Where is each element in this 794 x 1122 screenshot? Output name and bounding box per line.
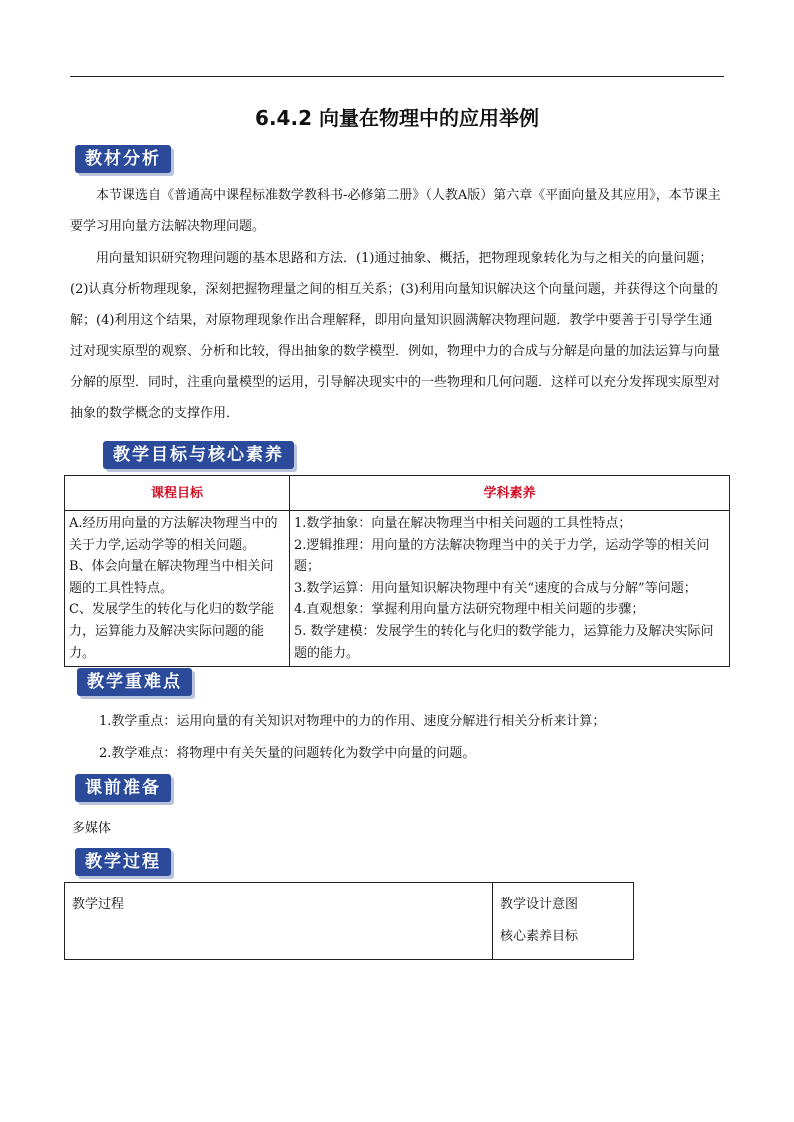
course-goal-a: A.经历用向量的方法解决物理当中的关于力学,运动学等的相关问题。 <box>69 516 278 553</box>
section-heading-goals: 教学目标与核心素养 <box>103 441 294 469</box>
literacy-item-5: 5. 数学建模：发展学生的转化与化归的数学能力，运算能力及解决实际问题的能力。 <box>294 623 714 661</box>
analysis-paragraph-1: 本节课选自《普通高中课程标准数学教科书-必修第二册》（人教A版）第六章《平面向量及其应用》，本节课主要学习用向量方法解决物理问题。 <box>70 188 721 234</box>
course-goal-b: B、体会向量在解决物理当中相关问题的工具性特点。 <box>69 559 274 596</box>
goals-literacy-cell <box>290 511 730 667</box>
goals-header-course: 课程目标 <box>65 476 290 511</box>
literacy-item-1: 1.数学抽象：向量在解决物理当中相关问题的工具性特点； <box>294 516 632 531</box>
literacy-item-2: 2.逻辑推理：用向量的方法解决物理当中的关于力学，运动学等的相关问题； <box>294 537 710 575</box>
section-heading-process: 教学过程 <box>75 848 171 876</box>
literacy-item-3: 3.数学运算：用向量知识解决物理中有关“速度的合成与分解”等问题； <box>294 580 697 596</box>
process-label: 教学过程 <box>72 897 125 912</box>
goals-header-literacy: 学科素养 <box>290 476 730 511</box>
section-heading-analysis: 教材分析 <box>75 145 171 173</box>
core-literacy-label: 核心素养目标 <box>500 929 579 944</box>
section-heading-difficulties: 教学重难点 <box>77 668 192 696</box>
page-title: 6.4.2 向量在物理中的应用举例 <box>255 106 539 130</box>
goals-table <box>64 475 730 667</box>
section-heading-preparation: 课前准备 <box>75 774 171 802</box>
process-left-cell <box>65 883 493 960</box>
header-rule <box>70 76 724 77</box>
process-right-cell <box>493 883 634 960</box>
literacy-item-4: 4.直观想象：掌握利用向量方法研究物理中相关问题的步骤； <box>294 602 645 618</box>
analysis-paragraph-2: 用向量知识研究物理问题的基本思路和方法．(1)通过抽象、概括，把物理现象转化为与之相关的向量问题；(2)认真分析物理现象，深刻把握物理量之间的相互关系；(3)利用向量知识解决这个向量问题，并获得这个向量的解；(4)利用这个结果，对原物理现象作出合理解释，即用向量知识圆满解决物理问题．教学中要善于引导学生通过对现实原型的观察、分析和比较，得出抽象的数学模型．例如，物理中力的合成与分解是向量的加法运算与向量分解的原型．同时，注重向量模型的运用，引导解决现实中的一些物理和几何问题．这样可以充分发挥现实原型对抽象的数学概念的支撑作用． <box>70 251 721 421</box>
difficult-point: 2.教学难点：将物理中有关矢量的问题转化为数学中向量的问题。 <box>99 746 476 761</box>
course-goal-c: C、发展学生的转化与化归的数学能力，运算能力及解决实际问题的能力。 <box>69 602 274 661</box>
process-table <box>64 882 634 960</box>
design-intent-label: 教学设计意图 <box>500 897 579 912</box>
preparation-text: 多媒体 <box>72 821 112 836</box>
goals-course-cell <box>65 511 290 667</box>
key-point: 1.教学重点：运用向量的有关知识对物理中的力的作用、速度分解进行相关分析来计算； <box>99 714 606 729</box>
